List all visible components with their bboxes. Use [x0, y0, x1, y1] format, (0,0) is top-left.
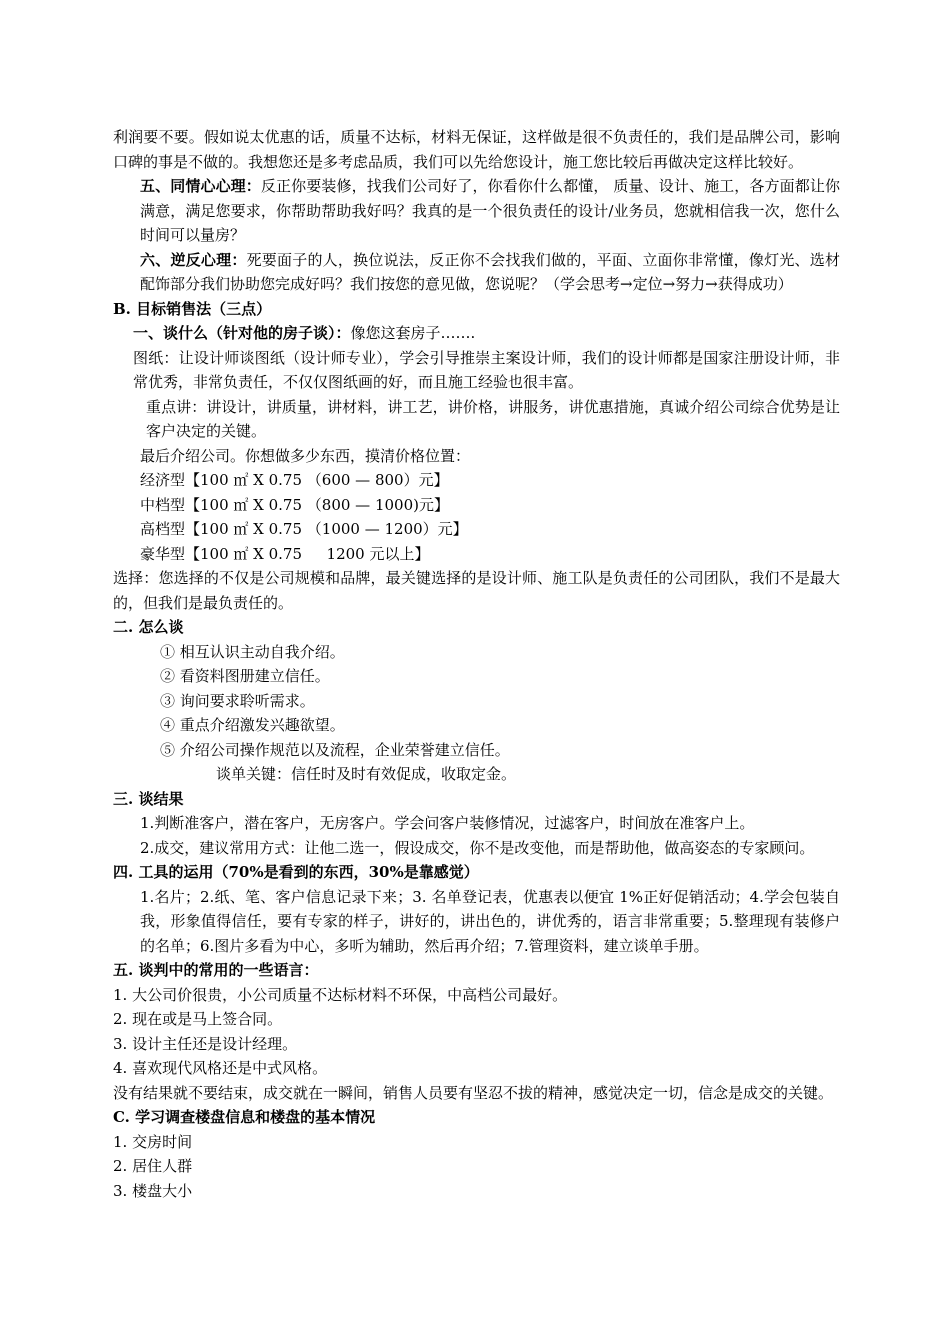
price-type-economy: 经济型【100 ㎡ X 0.75 （600 — 800）元】 — [140, 471, 449, 489]
paragraph-reverse-psychology — [113, 248, 840, 297]
paragraph-quality: 利润要不要。假如说太优惠的话，质量不达标，材料无保证，这样做是很不负责任的，我们是品牌公司，影响口碑的事是不做的。我想您还是多考虑品质，我们可以先给您设计，施工您比较后再做决定这样比较好。 — [113, 128, 840, 171]
paragraph-key-point: 谈单关键：信任时及时有效促成，收取定金。 — [216, 765, 517, 783]
phrase-item: 2. 现在或是马上签合同。 — [113, 1010, 283, 1028]
phrase-item: 3. 设计主任还是设计经理。 — [113, 1034, 298, 1053]
text-reverse-psychology: 死要面子的人，换位说法，反正你不会找我们做的，平面、立面你非常懂，像灯光、选材配饰部分我们协助您完成好吗？我们按您的意见做，您说呢？（学会思考→定位→努力→获得成功） — [140, 250, 840, 293]
result-item: 2.成交，建议常用方式：让他二选一，假设成交，你不是改变他，而是帮助他，做高姿态的专家顾问。 — [140, 838, 815, 857]
section-heading-tools: 四. 工具的运用（70%是看到的东西，30%是靠感觉） — [113, 863, 479, 881]
step-item: ⑤ 介绍公司操作规范以及流程，企业荣誉建立信任。 — [160, 740, 510, 759]
price-type-luxury: 豪华型【100 ㎡ X 0.75 1200 元以上】 — [140, 544, 430, 563]
step-item: ③ 询问要求聆听需求。 — [160, 691, 315, 710]
phrase-item: 4. 喜欢现代风格还是中式风格。 — [113, 1059, 328, 1077]
paragraph-what-to-talk — [113, 321, 840, 346]
paragraph-tools: 1.名片；2.纸、笔、客户信息记录下来；3. 名单登记表，优惠表以便宜 1%正好促销活动；4.学会包装自我，形象值得信任，要有专家的样子，讲好的，讲出色的，讲优秀的，语言非常重要；5.整理现有装修户的名单；6.图片多看为中心，多听为辅助，然后再介绍；7.管理资料，建立谈单手册。 — [140, 887, 840, 955]
section-heading-b: B. 目标销售法（三点） — [113, 299, 272, 318]
paragraph-intro-company: 最后介绍公司。你想做多少东西，摸清价格位置： — [140, 446, 471, 465]
survey-item: 3. 楼盘大小 — [113, 1181, 193, 1200]
paragraph-focus: 重点讲：讲设计，讲质量，讲材料，讲工艺，讲价格，讲服务，讲优惠措施，真诚介绍公司综合优势是让客户决定的关键。 — [146, 397, 840, 440]
section-heading-how: 二. 怎么谈 — [113, 618, 184, 636]
step-item: ② 看资料图册建立信任。 — [160, 667, 330, 685]
price-type-high: 高档型【100 ㎡ X 0.75 （1000 — 1200）元】 — [140, 520, 468, 538]
text-sympathy: 反正你要装修，找我们公司好了，你看你什么都懂， 质量、设计、施工，各方面都让你满意，满足您要求，你帮助帮助我好吗？我真的是一个很负责任的设计/业务员，您就相信我一次，您什么时间可以量房？ — [140, 177, 840, 244]
section-heading-c: C. 学习调查楼盘信息和楼盘的基本情况 — [113, 1108, 376, 1126]
paragraph-drawings: 图纸：让设计师谈图纸（设计师专业），学会引导推崇主案设计师，我们的设计师都是国家注册设计师，非常优秀，非常负责任，不仅仅图纸画的好，而且施工经验也很丰富。 — [133, 348, 840, 391]
heading-what-to-talk: 一、谈什么（针对他的房子谈）： — [133, 324, 351, 342]
price-type-mid: 中档型【100 ㎡ X 0.75 （800 — 1000)元】 — [140, 495, 449, 514]
paragraph-sympathy — [113, 174, 840, 248]
result-item: 1.判断准客户，潜在客户，无房客户。学会问客户装修情况，过滤客户，时间放在准客户上。 — [140, 814, 755, 832]
survey-item: 1. 交房时间 — [113, 1132, 193, 1151]
heading-reverse-psychology: 六、逆反心理： — [140, 250, 247, 269]
paragraph-closing: 没有结果就不要结束，成交就在一瞬间，销售人员要有坚忍不拔的精神，感觉决定一切，信念是成交的关键。 — [113, 1083, 834, 1102]
phrase-item: 1. 大公司价很贵，小公司质量不达标材料不环保，中高档公司最好。 — [113, 985, 568, 1004]
step-item: ① 相互认识主动自我介绍。 — [160, 642, 345, 661]
heading-sympathy: 五、同情心心理： — [140, 177, 261, 195]
step-item: ④ 重点介绍激发兴趣欲望。 — [160, 716, 345, 734]
text-what-to-talk: 像您这套房子……. — [350, 324, 476, 342]
survey-item: 2. 居住人群 — [113, 1157, 193, 1175]
section-heading-results: 三. 谈结果 — [113, 789, 184, 808]
paragraph-choice: 选择：您选择的不仅是公司规模和品牌，最关键选择的是设计师、施工队是负责任的公司团队，我们不是最大的，但我们是最负责任的。 — [113, 569, 840, 612]
section-heading-phrases: 五. 谈判中的常用的一些语言： — [113, 961, 319, 979]
